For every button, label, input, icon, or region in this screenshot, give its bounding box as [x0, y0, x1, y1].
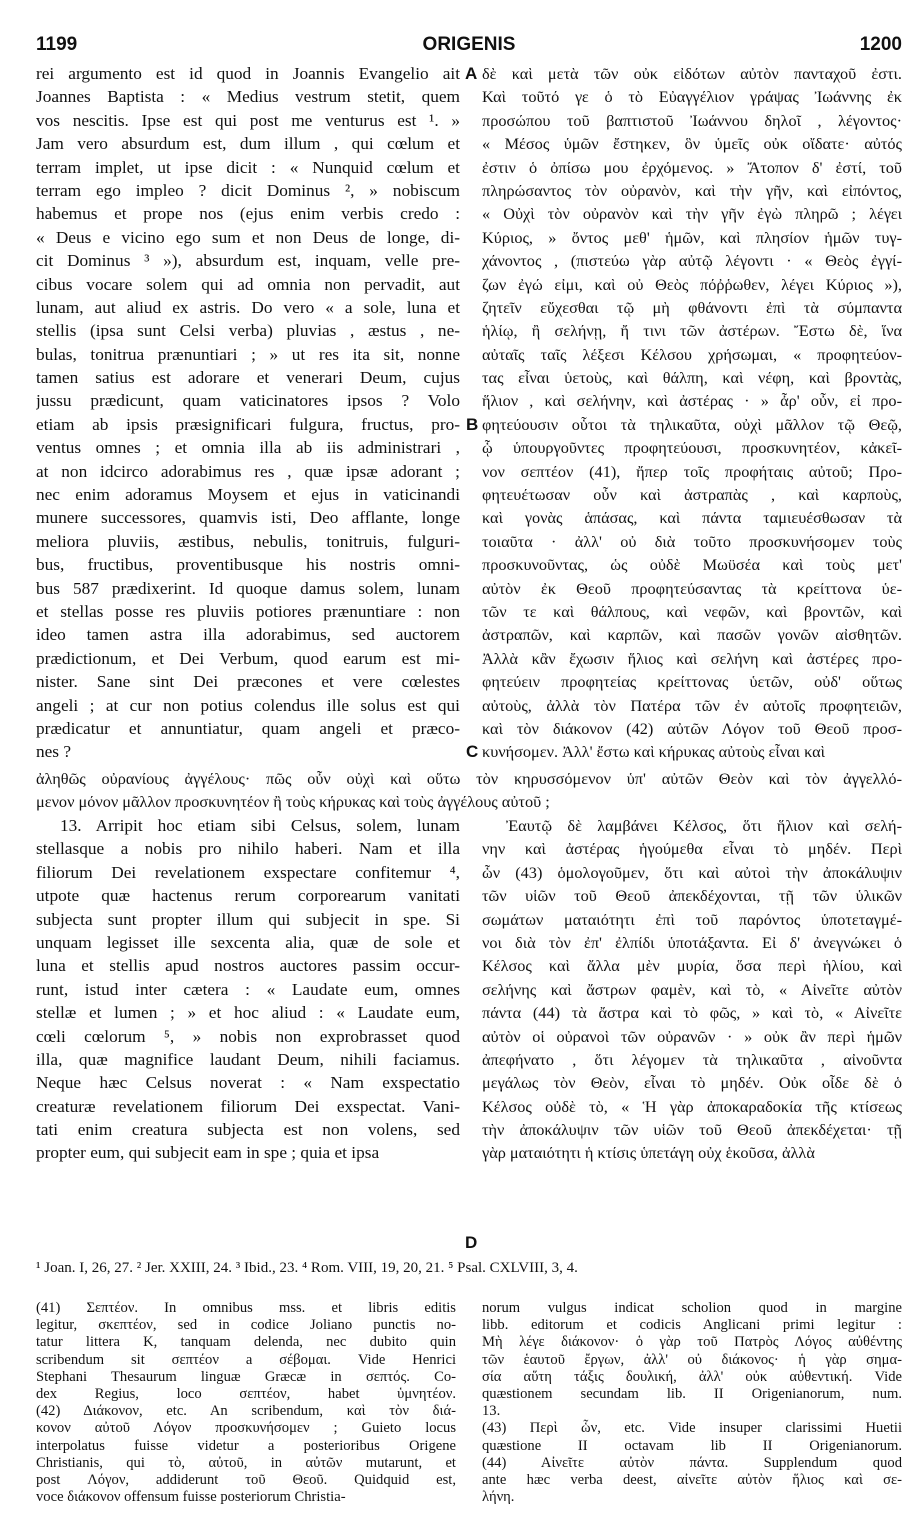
greek-line: τῶν υἱῶν τοῦ Θεοῦ ἀπεκδέχονται, τῇ τῶν ὑλικῶν [482, 886, 902, 906]
greek-line: Ἀλλὰ κἂν ἔχωσιν ἥλιος καὶ σελήνη καὶ ἀστέρες προ- [482, 648, 902, 668]
latin-line: terram implet, ut ipse dicit : « Nunquid cœlum et [36, 157, 460, 177]
greek-line: φητεύουσιν οὗτοι τὰ τηλικαῦτα, οὐχὶ μᾶλλον τῷ Θεῷ, [482, 414, 902, 434]
latin-line: cœli cœlorum ⁵, » nobis non exprobrasset quod [36, 1026, 460, 1046]
latin-line: stellis (ipsa sunt Celsi verba) pluvias , æstus , ne- [36, 321, 460, 341]
margin-letter-b: B [466, 415, 479, 434]
latin-line: at non idcirco adorabimus res , quæ ipsæ adorant ; [36, 461, 460, 481]
latin-line: illa, quæ magnifice laudant Deum, nihili faciamus. [36, 1049, 460, 1069]
footnote-line: (41) Σεπτέον. In omnibus mss. et libris editis [36, 1300, 456, 1316]
footnote-line: Stephani Thesaurum linguæ Græcæ in σεπτός. Co- [36, 1368, 456, 1385]
greek-line: αὐταῖς ταῖς λέξεσι Κέλσου χρήσωμαι, « προφητεύον- [482, 344, 902, 364]
footnote-line: τῶν ἑαυτοῦ ἔργων, ἀλλ' οὐ διάκονος· ἡ γὰρ σημα- [482, 1351, 902, 1368]
greek-line: δὲ καὶ μετὰ τῶν οὐκ εἰδότων αὐτὸν πανταχοῦ ἐστι. [482, 64, 902, 83]
footnote-line: norum vulgus indicat scholion quod in margine [482, 1300, 902, 1316]
greek-line: νην καὶ ἀστέρας ἡγούμεθα εἶναι τὸ μηδέν. Περὶ [482, 839, 902, 859]
greek-line: Ἐαυτῷ δὲ λαμβάνει Κέλσος, ὅτι ἥλιον καὶ σελή- [506, 816, 902, 835]
footnote-line: (44) Αἰνεῖτε αὐτὸν πάντα. Supplendum quod [482, 1454, 902, 1471]
latin-line: tamen satius est adorare et venerari Deum, cujus [36, 368, 460, 388]
greek-line: τὴν ἀποκάλυψιν τῶν υἱῶν τοῦ Θεοῦ ἀπεκδέχεται· τῇ [482, 1120, 902, 1140]
footnote-line: Christianis, qui τὸ, αὐτοῦ, in αὐτῶν mutarunt, et [36, 1454, 456, 1471]
greek-line: καὶ τὸν διάκονον (42) αὐτῶν Λόγον τοῦ Θεοῦ προσ- [482, 718, 902, 738]
footnote-line: post Λόγον, addiderunt τοῦ Θεοῦ. Quidquid est, [36, 1472, 456, 1489]
latin-line: cibus vocare solem qui ad omnia non pervadit, aut [36, 274, 460, 294]
latin-line: tati enim creatura subjecta est non volens, sed [36, 1120, 460, 1140]
page-number-left: 1199 [36, 34, 78, 55]
latin-line: ideo tamen astra illa adorabimus, sed auctorem [36, 625, 460, 645]
footnotes-right [482, 1300, 902, 1506]
greek-line: Κέλσος καὶ ἄλλα μὲν μυρία, ὅσα περὶ ἡλίου, καὶ [482, 956, 902, 976]
latin-line: stellasque a nobis pro nihilo haberi. Nam et illa [36, 839, 460, 859]
greek-line: αὐτὸν οἱ οὐρανοὶ τῶν οὐρανῶν · » οὐκ ἂν περὶ ἡμῶν [482, 1026, 902, 1046]
greek-line: ἀστραπῶν, καὶ καρπῶν, καὶ πασῶν γονῶν αἰσθητῶν. [482, 625, 902, 645]
footnotes-left [36, 1300, 456, 1506]
running-title: ORIGENIS [422, 34, 516, 55]
latin-line: vos nescitis. Ipse est qui post me venturus est ¹. » [36, 110, 460, 130]
footnote-line: legitur, σκεπτέον, sed in codice Joliano punctis no- [36, 1317, 456, 1334]
greek-line: ᾧ ὑπουργοῦντες προφητεύουσι, προσκυνητέον, κἀκεῖ- [482, 438, 902, 458]
greek-line: αὐτοὺς, ἀλλὰ τὸν Πατέρα τῶν ἐν αὐτοῖς προφητειῶν, [482, 695, 902, 715]
latin-line: terram ego impleo ? dicit Dominus ², » nobiscum [36, 180, 460, 200]
greek-column-top [482, 62, 902, 766]
greek-line: προσκυνοῦντας, ὡς οὐδὲ Μωϋσέα καὶ τοὺς μετ' [482, 555, 902, 575]
greek-line: φητεύειν προφητείας κρείττονας ὑετῶν, οὐδ' οὕτως [482, 672, 902, 692]
greek-line: τας εἶναι ὑετοὺς, καὶ θάλπη, καὶ νέφη, καὶ βροντὰς, [482, 368, 902, 388]
latin-line: nec enim adoramus Moysem et ejus in vaticinandi [36, 485, 460, 505]
latin-line: propter eum, qui subjecit eam in spe ; quia et ipsa [36, 1143, 380, 1163]
latin-line: angeli ; at cur non potius colendus ille solus est qui [36, 695, 460, 715]
running-header [36, 34, 902, 60]
greek-line: τοιαῦτα · ἀλλ' οὐ διὰ τοῦτο προσκυνήσομεν τοὺς [482, 531, 902, 551]
latin-line: lunam, aut aliud ex astris. Do vero « a sole, luna et [36, 297, 460, 317]
latin-line: ventus omnes ; et omnia illa ab iis administrari , [36, 438, 460, 458]
latin-column-top [36, 62, 460, 766]
greek-line: πληρώσαντος τὸν οὐρανὸν, καὶ τὴν γῆν, καὶ εἰπόντος, [482, 180, 902, 200]
margin-letter-c: C [466, 742, 479, 761]
latin-line: meliora pluviis, æstibus, nebulis, tonitruis, fulguri- [36, 531, 460, 551]
footnote-line: 13. [482, 1403, 501, 1420]
footnote-line: κονον αὐτοῦ Λόγον προσκυνήσομεν ; Guieto locus [36, 1420, 456, 1437]
latin-line: runt, istud inter cætera : « Laudate eum, omnes [36, 979, 460, 999]
footnote-line: tatur littera K, tanquam delenda, nec dubito quin [36, 1334, 456, 1351]
greek-line: Κέλσος οὐδὲ τὸ, « Ἡ γὰρ ἀποκαραδοκία τῆς κτίσεως [482, 1096, 902, 1116]
footnote-line: λήνη. [482, 1489, 515, 1506]
latin-line: 13. Arripit hoc etiam sibi Celsus, solem, lunam [60, 816, 460, 835]
greek-line: μεγάλως τὸν Θεὸν, εἶναι τὸ μηδέν. Οὐκ οἶδε δὲ ὁ [482, 1073, 902, 1093]
latin-line: bus, fructibus, proventibusque his nostris omni- [36, 555, 460, 575]
footnote-line: interpolatus fuisse videtur a posterioribus Origene [36, 1437, 456, 1454]
greek-line: ὧν (43) ὁμολογοῦμεν, ὅτι καὶ αὐτοὶ τὴν ἀποκάλυψιν [482, 862, 902, 882]
greek-line: γὰρ ματαιότητι ἡ κτίσις ὑπετάγη οὐχ ἑκοῦσα, ἀλλὰ [482, 1143, 815, 1163]
latin-line: utpote quæ hactenus rerum corporearum vanitati [36, 886, 460, 906]
greek-line: προσώπου τοῦ βαπτιστοῦ Ἰωάννου δηλοῖ , λέγοντος· [482, 110, 902, 130]
greek-line: Κύριος, » ὄντος μεθ' ἡμῶν, καὶ πλησίον ἡμῶν τυγ- [482, 227, 902, 247]
greek-column-bottom [482, 814, 902, 1254]
footnote-line: libb. editorum et codicis Anglicani primi legitur : [482, 1317, 902, 1334]
greek-line: ζων ἐγώ εἰμι, καὶ οὐ Θεὸς πόῤῥωθεν, λέγει Κύριος »), [482, 274, 902, 294]
greek-line: ζητεῖν εὔχεσθαι τῷ μὴ φθάνοντι ἐπὶ τὰ σύμπαντα [482, 297, 902, 317]
greek-line: σωμάτων ματαιότητι ἐπὶ τοῦ παρόντος ὑποτεταγμέ- [482, 909, 902, 929]
greek-line: σελήνης καὶ ἄστρων φαμὲν, καὶ τὸ, « Αἰνεῖτε αὐτὸν [482, 979, 902, 999]
footnote-line: (43) Περὶ ὧν, etc. Vide insuper clarissimi Huetii [482, 1420, 902, 1437]
latin-line: creaturæ revelationem filiorum Dei exspectat. Vani- [36, 1096, 460, 1116]
greek-line: « Οὐχὶ τὸν οὐρανὸν καὶ τὴν γῆν ἐγὼ πληρῶ ; λέγει [482, 204, 902, 224]
latin-line: jussu prædicunt, quam vaticinatores ipsos ? Volo [36, 391, 460, 411]
footnote-line: dex Regius, loco σεπτέον, habet ὑμνητέον. [36, 1386, 456, 1403]
greek-line: ἡλίῳ, ἢ σελήνῃ, ἤ τινι τῶν ἀστέρων. Ἔστω δὲ, ἵνα [482, 321, 902, 341]
footnote-line: (42) Διάκονον, etc. An scribendum, καὶ τὸν διά- [36, 1403, 456, 1420]
greek-line: κυνήσομεν. Ἀλλ' ἔστω καὶ κήρυκας αὐτοὺς εἶναι καὶ [482, 742, 826, 762]
latin-line: prædicatur et annuntiatur, quam angeli et præco- [36, 718, 460, 738]
greek-line: ἐστιν ὁ ὀπίσω μου ἐρχόμενος. » Ἄτοπον δ' ἐστί, τοῦ [482, 157, 902, 177]
latin-column-bottom [36, 814, 460, 1254]
latin-line: bus 587 prædixerint. Id quoque damus solem, lunam [36, 578, 460, 598]
latin-line: cit Dominus ³ »), absurdum est, inquam, velle pre- [36, 251, 460, 271]
latin-line: nes ? [36, 742, 72, 762]
latin-line: subjecta sunt propter illum qui subjecit in spe. Si [36, 909, 460, 929]
latin-line: et stellas posse res pluviis potiores prænuntiare : non [36, 601, 460, 621]
footnote-line: ante hæc verba deest, αἰνεῖτε αὐτὸν ἥλιος καὶ σε- [482, 1472, 902, 1489]
latin-line: Neque hæc Celsus noverat : « Nam exspectatio [36, 1073, 460, 1093]
latin-line: rei argumento est id quod in Joannis Evangelio ait [36, 64, 460, 83]
latin-line: stellæ et lumen ; » et hoc aliud : « Laudate eum, [36, 1003, 460, 1023]
latin-line: munere successores, quamvis isti, Deo afflante, longe [36, 508, 460, 528]
page-number-right: 1200 [859, 34, 902, 55]
latin-line: « Deus e vicino ego sum et non Deus de longe, di- [36, 227, 460, 247]
greek-line: τῶν τε καὶ θάλπους, καὶ νεφῶν, καὶ βροντῶν, καὶ [482, 601, 902, 621]
greek-spanning-lines [36, 767, 902, 814]
greek-span-line: ἀληθῶς οὐρανίους ἀγγέλους· πῶς οὖν οὐχὶ καὶ οὕτω τὸν κηρυσσόμενον ὑπ' αὐτῶν Θεὸν καὶ τὸν ἀγγελλό- [36, 769, 902, 788]
greek-line: νον σεπτέον (41), ἤπερ τοῖς προφήταις αὐτοῦ; Προ- [482, 461, 902, 481]
greek-line: φητευέτωσαν οὖν καὶ ἀστραπὰς , καὶ καρποὺς, [482, 485, 902, 505]
greek-line: καὶ γονὰς ἁπάσας, καὶ πάντα ταμιευέσθωσαν τὰ [482, 508, 902, 528]
latin-line: Joannes Baptista : « Medius vestrum stetit, quem [36, 87, 460, 107]
footnote-line: quæstionem secundam lib. II Origenianorum, num. [482, 1386, 902, 1403]
latin-line: bulas, tonitrua prænuntiari ; » ut res ita sit, nonne [36, 344, 460, 364]
greek-line: ἀπεφήνατο , ὅτι λέγομεν τὰ τηλικαῦτα , αἰνοῦντα [482, 1049, 902, 1069]
latin-line: prædictionum, et Dei Verbum, quod earum est mi- [36, 648, 460, 668]
margin-letter-d: D [465, 1233, 478, 1252]
greek-line: πάντα (44) τὰ ἄστρα καὶ τὸ φῶς, » καὶ τὸ, « Αἰνεῖτε [482, 1003, 902, 1023]
latin-line: filiorum Dei revelationem exspectare confitemur ⁴, [36, 862, 460, 882]
latin-line: Jam vero absurdum est, dum illum , qui cœlum et [36, 134, 460, 154]
latin-line: luna et stellis apud nostros auctores passim occur- [36, 956, 460, 976]
greek-line: Καὶ τοῦτό γε ὁ τὸ Εὐαγγέλιον γράψας Ἰωάννης ἐκ [482, 87, 902, 107]
latin-line: habemus et prope nos (ejus enim verbis credo : [36, 204, 460, 224]
scripture-references: ¹ Joan. I, 26, 27. ² Jer. XXIII, 24. ³ Ibid., 23. ⁴ Rom. VIII, 19, 20, 21. ⁵ Psal. CXLVIII, 3, 4. [36, 1260, 578, 1276]
footnote-line: quæstione II octavam lib II Origenianorum. [482, 1437, 902, 1454]
footnote-line: Μὴ λέγε διάκονον· ὁ γὰρ τοῦ Πατρὸς Λόγος αὐθέντης [482, 1334, 902, 1351]
latin-line: unquam legisset ille sexcenta alia, quæ de sole et [36, 932, 460, 952]
footnote-line: scribendum sit σεπτέον a σέβομαι. Vide Henrici [36, 1351, 456, 1368]
latin-line: nister. Sane sint Dei præcones et vere cœlestes [36, 672, 460, 692]
greek-line: χάνοντος , (πιστεύω γὰρ αὐτῷ λέγοντι · « Θεὸς ἐγγί- [482, 251, 902, 271]
footnote-line: voce διάκονον offensum fuisse posteriorum Christia- [36, 1489, 346, 1506]
margin-letter-a: A [465, 64, 478, 83]
latin-line: etiam ab ipsis præsignificari fulgura, fructus, pro- [36, 414, 460, 434]
greek-span-line: μενον μόνον μᾶλλον προσκυνητέον ἢ τοὺς κήρυκας καὶ τοὺς ἀγγέλους αὐτοῦ ; [36, 792, 550, 812]
greek-line: νοι διὰ τὸν ἐπ' ἐλπίδι ὑποτάξαντα. Εἰ δ' ἀνεγνώκει ὁ [482, 932, 902, 952]
greek-line: αὐτὸν ἐκ Θεοῦ προφητεύσαντας τὰ κρείττονα ὑε- [482, 578, 902, 598]
greek-line: « Μέσος ὑμῶν ἔστηκεν, ὃν ὑμεῖς οὐκ οἴδατε· αὐτός [482, 134, 902, 154]
greek-line: ἥλιον , καὶ σελήνην, καὶ ἀστέρας · » ἆρ' οὖν, εἰ προ- [482, 391, 902, 411]
footnote-line: σία αὕτη τάξις δουλική, ἀλλ' οὐκ αὐθεντική. Vide [482, 1368, 902, 1385]
